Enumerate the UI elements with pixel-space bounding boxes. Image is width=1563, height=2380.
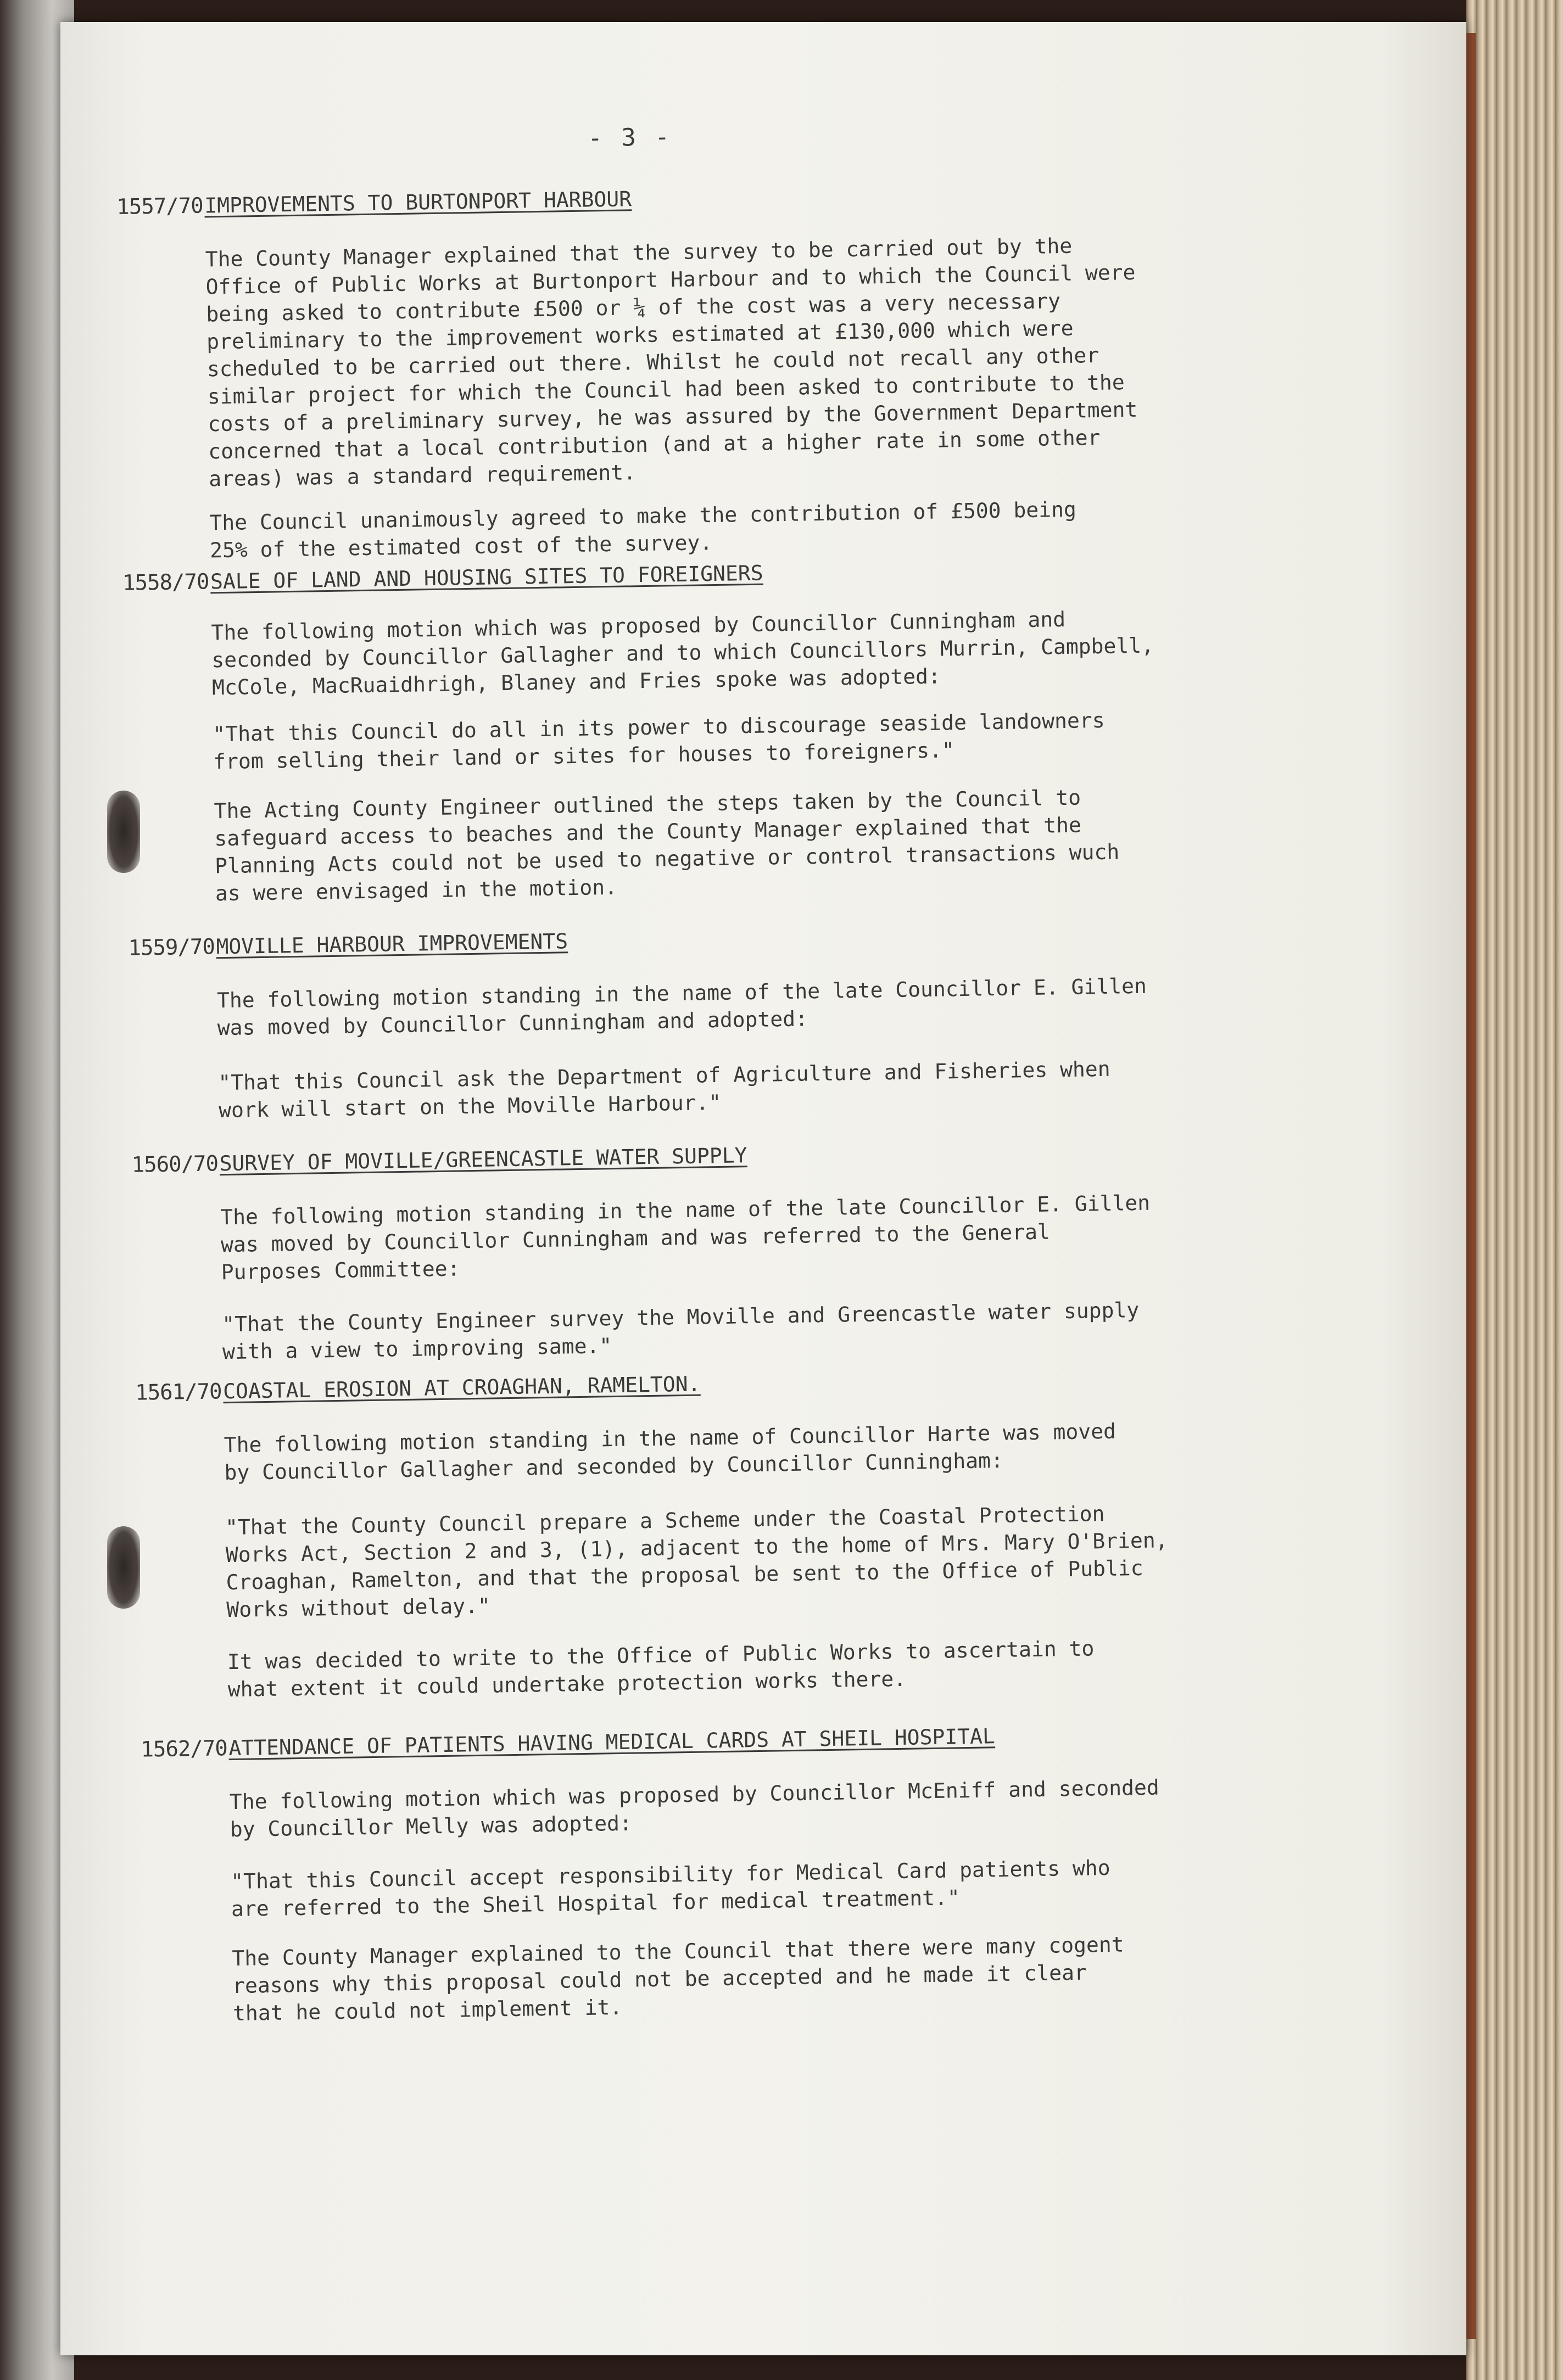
minute-number: 1557/70 — [116, 193, 204, 220]
minute-paragraph: The following motion standing in the name of Councillor Harte was moved by Councillor Gallagher and seconded by Councillor Cunningham: — [224, 1419, 1117, 1485]
minute-number: 1561/70 — [135, 1379, 222, 1405]
minute-title: ATTENDANCE OF PATIENTS HAVING MEDICAL CARDS AT SHEIL HOSPITAL — [228, 1724, 996, 1761]
minute-number: 1559/70 — [128, 934, 215, 961]
minute-paragraph: "That this Council ask the Department of Agriculture and Fisheries when work will start on the Moville Harbour." — [218, 1056, 1110, 1123]
minute-paragraph: The Council unanimously agreed to make the contribution of £500 being 25% of the estimated cost of the survey. — [209, 497, 1077, 563]
minute-paragraph: The County Manager explained to the Council that there were many cogent reasons why this proposal could not be accepted and he made it clear that he could not implement it. — [232, 1932, 1124, 2026]
minute-paragraph: The following motion standing in the name of the late Councillor E. Gillen was moved by Councillor Cunningham and was referred to the General Purposes Committee: — [220, 1190, 1151, 1285]
minute-number: 1560/70 — [131, 1151, 219, 1178]
minute-title: IMPROVEMENTS TO BURTONPORT HARBOUR — [204, 187, 632, 218]
minute-paragraph: "That the County Council prepare a Scheme under the Coastal Protection Works Act, Section 2 and 3, (1), adjacent to the home of Mrs. Mary O'Brien, Croaghan, Ramelton, and that the proposal be sent to the Office of Public Works without delay." — [225, 1502, 1168, 1622]
page-stack-edges — [1466, 0, 1563, 2380]
page-number: - 3 - — [588, 123, 672, 153]
minute-title: MOVILLE HARBOUR IMPROVEMENTS — [216, 929, 568, 959]
minute-paragraph: The following motion which was proposed by Councillor Cunningham and seconded by Councillor Gallagher and to which Councillors Murrin, Campbell, McCole, MacRuaidhrigh, Blaney and Fries spoke was adopted: — [211, 607, 1154, 700]
minute-paragraph: The following motion standing in the name of the late Councillor E. Gillen was moved by Councillor Cunningham and adopted: — [216, 973, 1147, 1040]
minute-paragraph: The following motion which was proposed by Councillor McEniff and seconded by Councillor Melly was adopted: — [229, 1775, 1160, 1842]
binding-hole — [107, 1526, 140, 1609]
minute-title: COASTAL EROSION AT CROAGHAN, RAMELTON. — [222, 1371, 701, 1404]
minute-paragraph: The Acting County Engineer outlined the steps taken by the Council to safeguard access to beaches and the County Manager explained that the Planning Acts could not be used to negative or control transactions wuch as were envisaged in the motion. — [214, 785, 1120, 906]
minute-title: SALE OF LAND AND HOUSING SITES TO FOREIGNERS — [210, 561, 763, 594]
minute-number: 1562/70 — [141, 1736, 228, 1762]
minute-number: 1558/70 — [122, 569, 209, 596]
book-cover-edge — [1465, 33, 1476, 2339]
minute-paragraph: "That this Council accept responsibility for Medical Card patients who are referred to the Sheil Hospital for medical treatment." — [230, 1855, 1110, 1922]
minute-paragraph: "That this Council do all in its power to discourage seaside landowners from selling their land or sites for houses to foreigners." — [213, 708, 1105, 774]
minute-paragraph: It was decided to write to the Office of Public Works to ascertain to what extent it could undertake protection works there. — [227, 1636, 1095, 1702]
binding-hole — [107, 791, 140, 873]
minute-paragraph: "That the County Engineer survey the Moville and Greencastle water supply with a view to improving same." — [221, 1297, 1140, 1364]
minute-paragraph: The County Manager explained that the survey to be carried out by the Office of Public Works at Burtonport Harbour and to which the Council were being asked to contribute £500 or ¼ of the cost was a very necessary preliminary to the improvement works estimated at £130,000 which were scheduled to be carried out there. Whilst he could not recall any other similar project for which the Council had been asked to contribute to the costs of a preliminary survey, he was assured by the Government Department concerned that a local contribution (and at a higher rate in some other areas) was a standard requirement. — [205, 233, 1138, 491]
minute-title: SURVEY OF MOVILLE/GREENCASTLE WATER SUPPLY — [219, 1143, 747, 1176]
